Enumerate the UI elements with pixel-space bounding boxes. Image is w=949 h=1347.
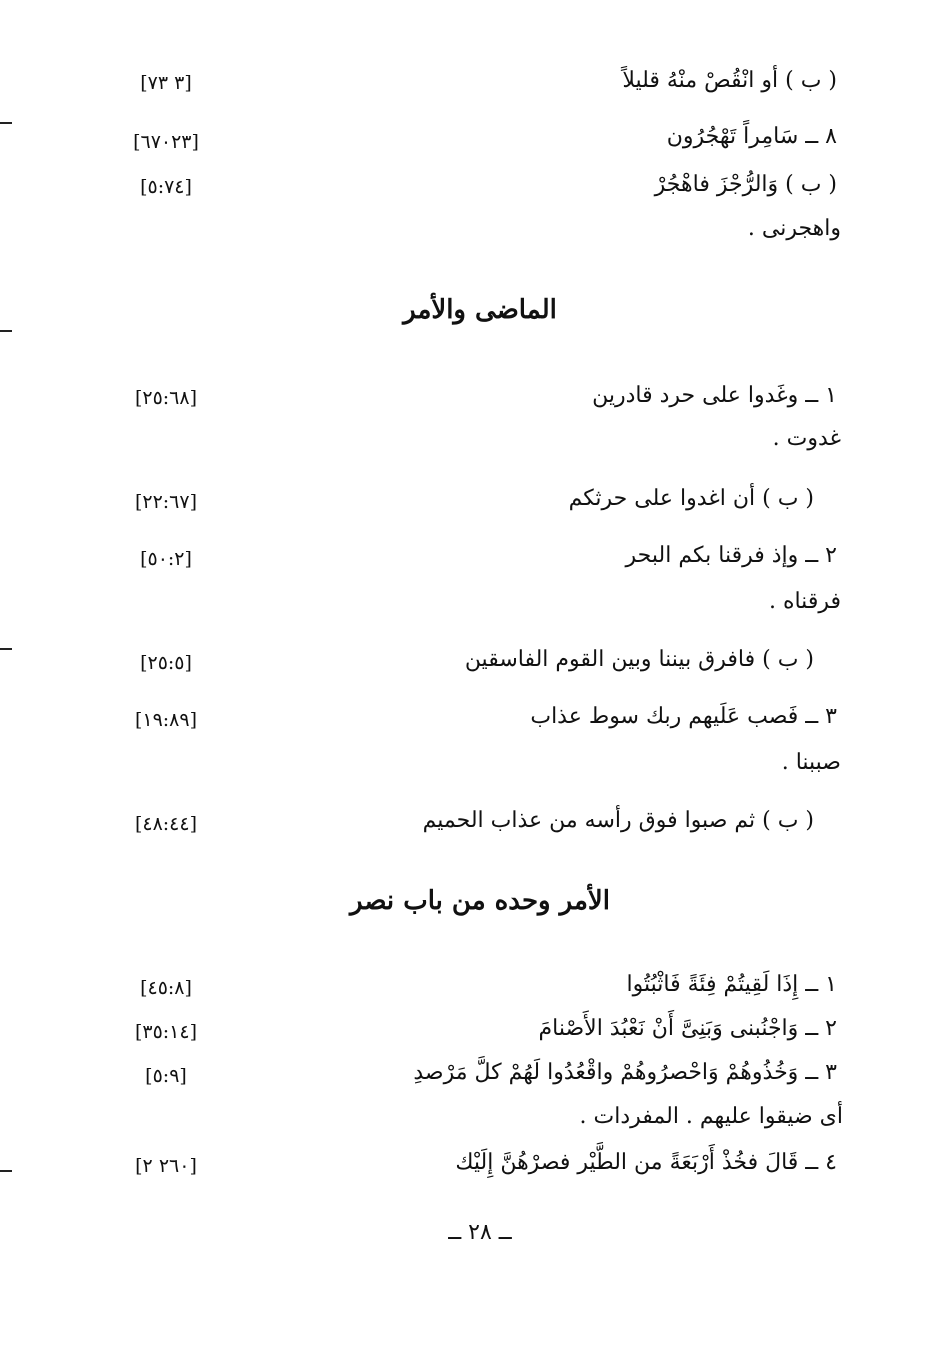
verse-text: ٤ ــ قَالَ فخُذْ أَرْبَعَةً من الطَّيْر فصرْهُنَّ إِلَيْك: [455, 1150, 837, 1175]
verse-reference: [٦٧٠٢٣]: [133, 131, 199, 153]
verse-reference: [٥٠:٢]: [140, 548, 192, 570]
verse-line: [237, 122, 837, 152]
verse-text: ٣ ــ وَخُذُوهُمْ وَاحْصرُوهُمْ واقْعُدُوا لَهُمْ كلَّ مَرْصدِ: [413, 1060, 837, 1085]
margin-mark: [0, 330, 12, 332]
verse-reference: [٢٥:٥]: [140, 652, 192, 674]
margin-mark: [0, 1170, 12, 1172]
verse-text: ( ب ) ثم صبوا فوق رأسه من عذاب الحميم: [422, 808, 814, 833]
verse-line: [237, 381, 837, 411]
margin-mark: [0, 122, 12, 124]
verse-text: ١ ــ إِذَا لَقِيتُمْ فِئَةً فَاثْبُتُوا: [626, 972, 837, 997]
verse-text: ٣ ــ فَصب عَلَيهم ربك سوط عذاب: [530, 704, 837, 729]
verse-text: ٢ ــ وإذ فرقنا بكم البحر: [625, 543, 837, 568]
verse-line: [237, 1058, 837, 1088]
verse-line: [214, 484, 814, 514]
verse-reference: [٢٦٠ ٢]: [135, 1155, 197, 1177]
explanation-note: صببنا .: [781, 750, 841, 775]
explanation-note: غدوت .: [772, 426, 841, 451]
verse-reference: [١٩:٨٩]: [134, 709, 198, 731]
verse-reference: [٢٢:٦٧]: [134, 491, 198, 513]
verse-line: [214, 645, 814, 675]
verse-reference: [٣ ٧٣]: [140, 72, 192, 94]
verse-reference: [٣٥:١٤]: [134, 1021, 198, 1043]
verse-text: ( ب ) فافرق بيننا وبين القوم الفاسقين: [464, 647, 814, 672]
verse-reference: [٢٥:٦٨]: [134, 387, 198, 409]
margin-mark: [0, 648, 12, 650]
verse-reference: [٥:٩]: [145, 1065, 187, 1087]
verse-reference: [٥:٧٤]: [140, 176, 192, 198]
verse-reference: [٤٨:٤٤]: [134, 813, 198, 835]
page-number: ــ ٢٨ ــ: [448, 1220, 512, 1245]
explanation-note: فرقناه .: [768, 589, 841, 614]
verse-line: [237, 170, 837, 200]
verse-text: ١ ــ وغَدوا على حرد قادرين: [592, 383, 837, 408]
section-heading: الأمر وحده من باب نصر: [350, 886, 610, 916]
verse-line: [214, 806, 814, 836]
verse-line: [237, 970, 837, 1000]
verse-line: [237, 1014, 837, 1044]
verse-text: ( ب ) أن اغدوا على حرثكم: [568, 486, 814, 511]
verse-text: ( ب ) أو انْقُصْ منْهُ قليلاً: [622, 68, 837, 93]
verse-text: ٨ ــ سَامِراً تَهْجُرُون: [666, 124, 837, 149]
verse-line: [237, 66, 837, 96]
verse-reference: [٤٥:٨]: [140, 977, 192, 999]
verse-text: ٢ ــ وَاجْنُبنى وَبَنِىَّ أَنْ نَعْبُدَ الأَصْنامَ: [538, 1016, 837, 1041]
verse-line: [237, 1148, 837, 1178]
verse-text: ( ب ) وَالرُّجْزَ فاهْجُرْ: [654, 172, 837, 197]
explanation-note: واهجرنى .: [747, 216, 841, 241]
explanation-note: أى ضيقوا عليهم . المفردات .: [579, 1104, 843, 1129]
section-heading: الماضى والأمر: [403, 295, 557, 325]
verse-line: [237, 541, 837, 571]
verse-line: [237, 702, 837, 732]
